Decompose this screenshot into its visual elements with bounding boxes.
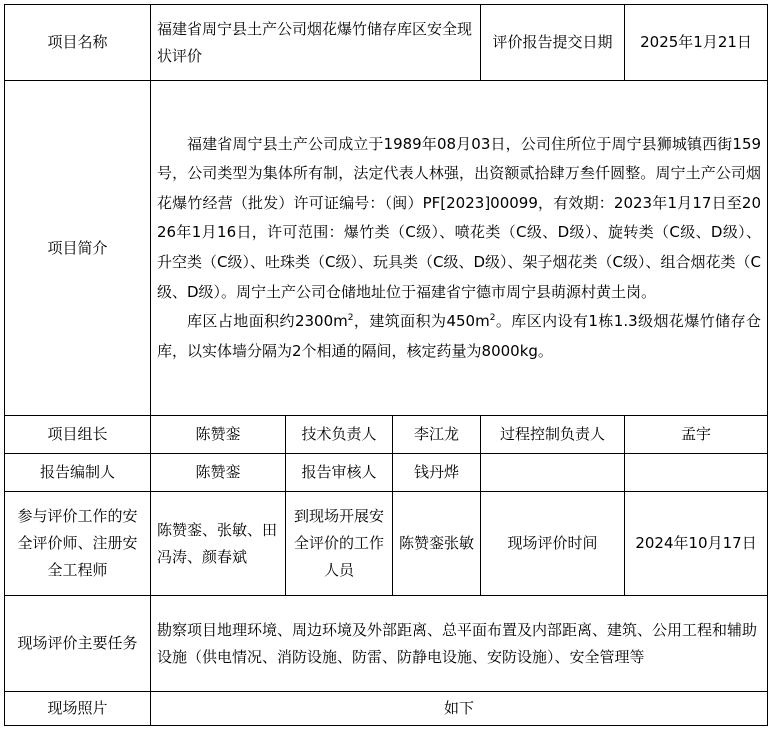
row-report-authors: [5, 454, 768, 492]
process-control-label: 过程控制负责人: [481, 416, 625, 454]
intro-p2-part-b: ，建筑面积为450m: [353, 312, 490, 331]
empty-cell: [481, 454, 625, 492]
onsite-staff-value: 陈赞銮张敏: [393, 492, 481, 596]
reviewer-label: 报告审核人: [286, 454, 393, 492]
project-intro-value: [151, 81, 768, 416]
tasks-value: 勘察项目地理环境、周边环境及外部距离、总平面布置及内部距离、建筑、公用工程和辅助设施（供电情况、消防设施、防雷、防静电设施、安防设施）、安全管理等: [151, 596, 768, 692]
submit-date-label: 评价报告提交日期: [481, 5, 625, 81]
tech-lead-label: 技术负责人: [286, 416, 393, 454]
row-evaluators: [5, 492, 768, 596]
project-intro-label: 项目简介: [5, 81, 151, 416]
row-project-intro: [5, 81, 768, 416]
project-name-value: 福建省周宁县土产公司烟花爆竹储存库区安全现状评价: [151, 5, 481, 81]
superscript-2: 2: [489, 313, 496, 324]
row-leaders: [5, 416, 768, 454]
row-project-name: [5, 5, 768, 81]
tech-lead-value: 李江龙: [393, 416, 481, 454]
evaluators-label: 参与评价工作的安全评价师、注册安全工程师: [5, 492, 151, 596]
intro-p2-part-a: 库区占地面积约2300m: [187, 312, 348, 331]
process-control-value: 孟宇: [625, 416, 768, 454]
intro-paragraph-1: 福建省周宁县土产公司成立于1989年08月03日，公司住所位于周宁县狮城镇西街159号，公司类型为集体所有制，法定代表人林强，出资额贰拾肆万叁仟圆整。周宁土产公司烟花爆竹经营（批发）许可证编号：（闽）PF[2023]00099，有效期：2023年1月17日至2026年1月16日，许可范围：爆竹类（C级）、喷花类（C级、D级）、旋转类（C级、D级）、升空类（C级）、吐珠类（C级）、玩具类（C级、D级）、架子烟花类（C级）、组合烟花类（C级、D级）。周宁土产公司仓储地址位于福建省宁德市周宁县萌源村黄土岗。: [157, 134, 762, 301]
project-name-label: 项目名称: [5, 5, 151, 81]
row-tasks: [5, 596, 768, 692]
leader-value: 陈赞銮: [151, 416, 286, 454]
photos-label: 现场照片: [5, 692, 151, 726]
superscript-2: 2: [347, 313, 354, 324]
empty-cell: [625, 454, 768, 492]
author-value: 陈赞銮: [151, 454, 286, 492]
reviewer-value: 钱丹烨: [393, 454, 481, 492]
author-label: 报告编制人: [5, 454, 151, 492]
submit-date-value: 2025年1月21日: [625, 5, 768, 81]
intro-paragraph-2: [157, 307, 761, 366]
tasks-label: 现场评价主要任务: [5, 596, 151, 692]
onsite-time-label: 现场评价时间: [481, 492, 625, 596]
onsite-staff-label: 到现场开展安全评价的工作人员: [286, 492, 393, 596]
evaluators-value: 陈赞銮、张敏、田冯涛、颜春斌: [151, 492, 286, 596]
photos-value: 如下: [151, 692, 768, 726]
row-photos: [5, 692, 768, 726]
leader-label: 项目组长: [5, 416, 151, 454]
intro-p2-part-c: 。库区内设有1栋1.3级烟花爆竹储存仓库，以实体墙分隔为2个相通的隔间，核定药量为8000kg。: [157, 312, 762, 360]
project-info-table: [4, 4, 768, 726]
onsite-time-value: 2024年10月17日: [625, 492, 768, 596]
